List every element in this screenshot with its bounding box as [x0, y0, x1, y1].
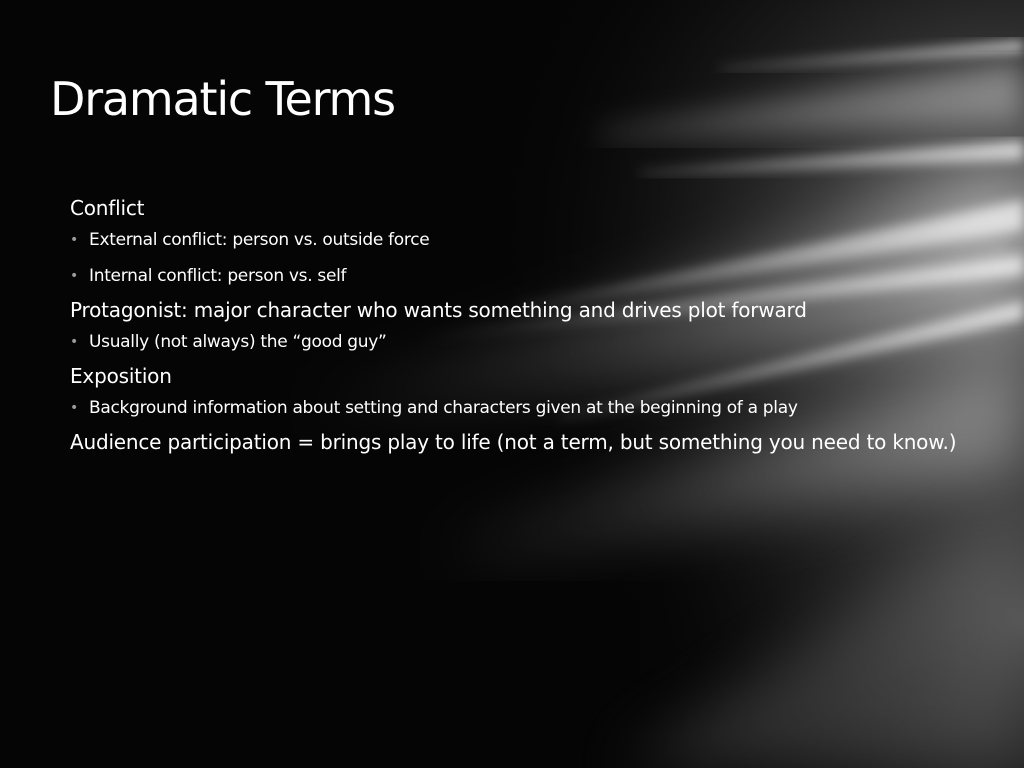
bullet-text: Internal conflict: person vs. self: [89, 266, 347, 286]
term-heading-conflict: Conflict: [70, 196, 145, 220]
bullet-text: External conflict: person vs. outside force: [89, 230, 430, 250]
bullet-item: [70, 330, 970, 354]
bullet-dot-icon: •: [70, 268, 78, 284]
bullet-dot-icon: •: [70, 232, 78, 248]
term-heading-exposition: Exposition: [70, 364, 172, 388]
bullet-item: [70, 396, 970, 420]
bullet-item: [70, 264, 970, 288]
bullet-item: [70, 228, 970, 252]
slide-body: [70, 193, 970, 458]
bullet-dot-icon: •: [70, 334, 78, 350]
bullet-dot-icon: •: [70, 400, 78, 416]
bullet-text: Background information about setting and characters given at the beginning of a play: [89, 398, 798, 418]
term-heading-audience-participation: Audience participation = brings play to life (not a term, but something you need to know.): [70, 430, 957, 454]
slide-title: Dramatic Terms: [50, 72, 395, 126]
bullet-text: Usually (not always) the “good guy”: [89, 332, 387, 352]
term-heading-protagonist: Protagonist: major character who wants something and drives plot forward: [70, 298, 807, 322]
